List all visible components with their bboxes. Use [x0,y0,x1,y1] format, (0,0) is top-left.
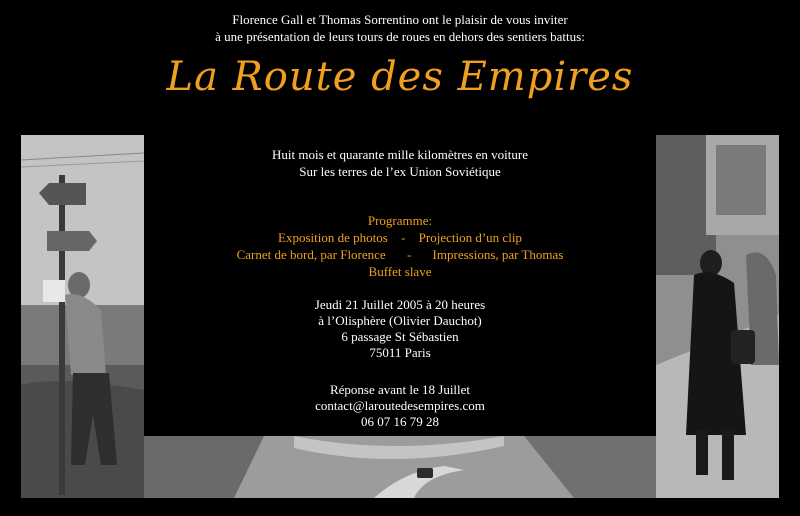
photo-signpost-woman [21,135,144,498]
event-title: La Route des Empires [166,54,634,100]
photo-walking-man-drawing [656,135,779,498]
event-date: Jeudi 21 Juillet 2005 à 20 heures [314,297,486,312]
intro-line-2: à une présentation de leurs tours de roues en dehors des sentiers battus: [215,29,585,44]
programme-item-carnet: Carnet de bord, par Florence [236,247,386,262]
programme-item-impressions: Impressions, par Thomas [432,247,564,262]
programme-item-photos: Exposition de photos [278,230,388,245]
programme-heading: Programme: [367,213,433,228]
event-street: 6 passage St Sébastien [341,329,459,344]
photo-walking-man [656,135,779,498]
subtitle-line-1: Huit mois et quarante mille kilomètres en voiture [272,147,528,162]
invitation-intro [0,11,800,45]
programme-item-clip: Projection d’un clip [418,230,522,245]
intro-line-1: Florence Gall et Thomas Sorrentino ont le plaisir de vous inviter [232,12,568,27]
photo-signpost-woman-drawing [21,135,144,498]
reply-deadline: Réponse avant le 18 Juillet [329,382,471,397]
programme-item-buffet: Buffet slave [368,264,432,279]
event-city: 75011 Paris [369,345,431,360]
reply-email[interactable]: contact@laroutedesempires.com [315,398,485,413]
reply-phone: 06 07 16 79 28 [361,414,439,429]
photo-mountain-road [144,436,656,498]
photo-mountain-road-drawing [144,436,656,498]
event-venue: à l’Olisphère (Olivier Dauchot) [318,313,482,328]
subtitle-line-2: Sur les terres de l’ex Union Soviétique [299,164,501,179]
programme-separator: - [406,247,412,262]
programme-separator: - [401,230,406,245]
